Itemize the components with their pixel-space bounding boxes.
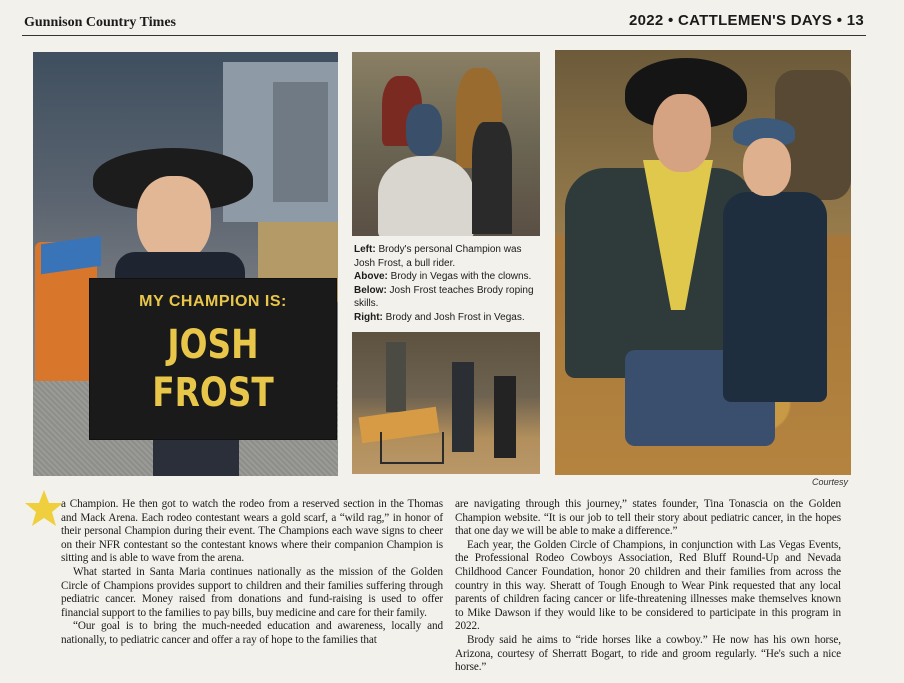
article-column-1 [61, 498, 443, 648]
photo-person [386, 342, 406, 412]
article-paragraph: a Champion. He then got to watch the rodeo from a reserved section in the Thomas and Mack Arena. Each rodeo contestant wears a gold scarf, a “wild rag,” in honor of their personal Champion during their event. The Champions each wave signs to cheer on their NFR contestant so the contestant knows where their companion Champion is sitting and is able to wave from the arena. [61, 498, 443, 565]
champion-sign [89, 278, 337, 440]
caption-left-label: Left: [354, 244, 376, 255]
photo-credit: Courtesy [811, 477, 848, 487]
star-icon [24, 488, 64, 528]
photo-dummy-stand [380, 432, 444, 464]
sign-line-1: MY CHAMPION IS: [139, 293, 287, 310]
photo-globe-prop [378, 156, 474, 236]
article-column-2 [455, 498, 841, 675]
article-paragraph: Each year, the Golden Circle of Champions, in conjunction with Las Vegas Events, the Professional Rodeo Cowboys Association, Red Bluff Round-Up and Nevada Childhood Cancer Foundation, honor 20 children and their families from across the country in this way. Sheratt of Tough Enough to Wear Pink requested that any local parents of children facing cancer or life-threatening illnesses make themselves known to Mike Dawson if they would like to be considered to participate in this program in 2022. [455, 538, 841, 633]
article-paragraph: “Our goal is to bring the much-needed education and awareness, locally and nationally, to pediatric cancer and offer a ray of hope to the families that [61, 620, 443, 646]
sign-line-3: FROST [152, 370, 274, 416]
photo-roping-lesson [352, 332, 540, 474]
article-paragraph: What started in Santa Maria continues nationally as the mission of the Golden Circle of Champions provides support to children and their families suffering through pediatric cancer. Money raised from donations and fund-raising is used to offer financial support to the families to pay bills, buy medicine and care for their family. [61, 565, 443, 619]
photo-doorway [273, 82, 328, 202]
photo-man-face [653, 94, 711, 172]
caption-below-label: Below: [354, 284, 387, 296]
header-rule [22, 35, 866, 36]
caption-right-label: Right: [354, 311, 383, 323]
photo-brody-with-sign [33, 52, 338, 476]
photo-boy-face [137, 176, 211, 262]
photo-brody-with-clowns [352, 52, 540, 236]
caption-above-text: Brody in Vegas with the clowns. [387, 271, 532, 282]
photo-person [494, 376, 516, 458]
caption-below-text: Josh Frost teaches Brody roping skills. [354, 284, 534, 309]
photo-boy-face [743, 138, 791, 196]
photo-person [472, 122, 512, 234]
caption-above-label: Above: [354, 271, 388, 282]
caption-right-text: Brody and Josh Frost in Vegas. [382, 311, 525, 323]
sign-line-2: JOSH [167, 322, 259, 368]
photo-person [452, 362, 474, 452]
publication-name: Gunnison Country Times [24, 15, 176, 30]
caption-left-text: Brody's personal Champion was Josh Frost, a bull rider. [354, 244, 522, 269]
photo-caption [354, 243, 540, 324]
article-paragraph: Brody said he aims to “ride horses like a cowboy.” He now has his own horse, Arizona, courtesy of Sherratt Bogart, to ride and groom regularly. “He's such a nice horse.” [455, 633, 841, 674]
article-paragraph: are navigating through this journey,” states founder, Tina Tonascia on the Golden Champion website. “It is our job to tell their story about pediatric cancer, in the hopes that one day we will be able to make a difference.” [455, 498, 841, 538]
photo-boy-body [723, 192, 827, 402]
photo-person [406, 104, 442, 156]
photo-brody-and-josh [555, 50, 851, 475]
section-header: 2022 • CATTLEMEN'S DAYS • 13 [628, 12, 864, 29]
